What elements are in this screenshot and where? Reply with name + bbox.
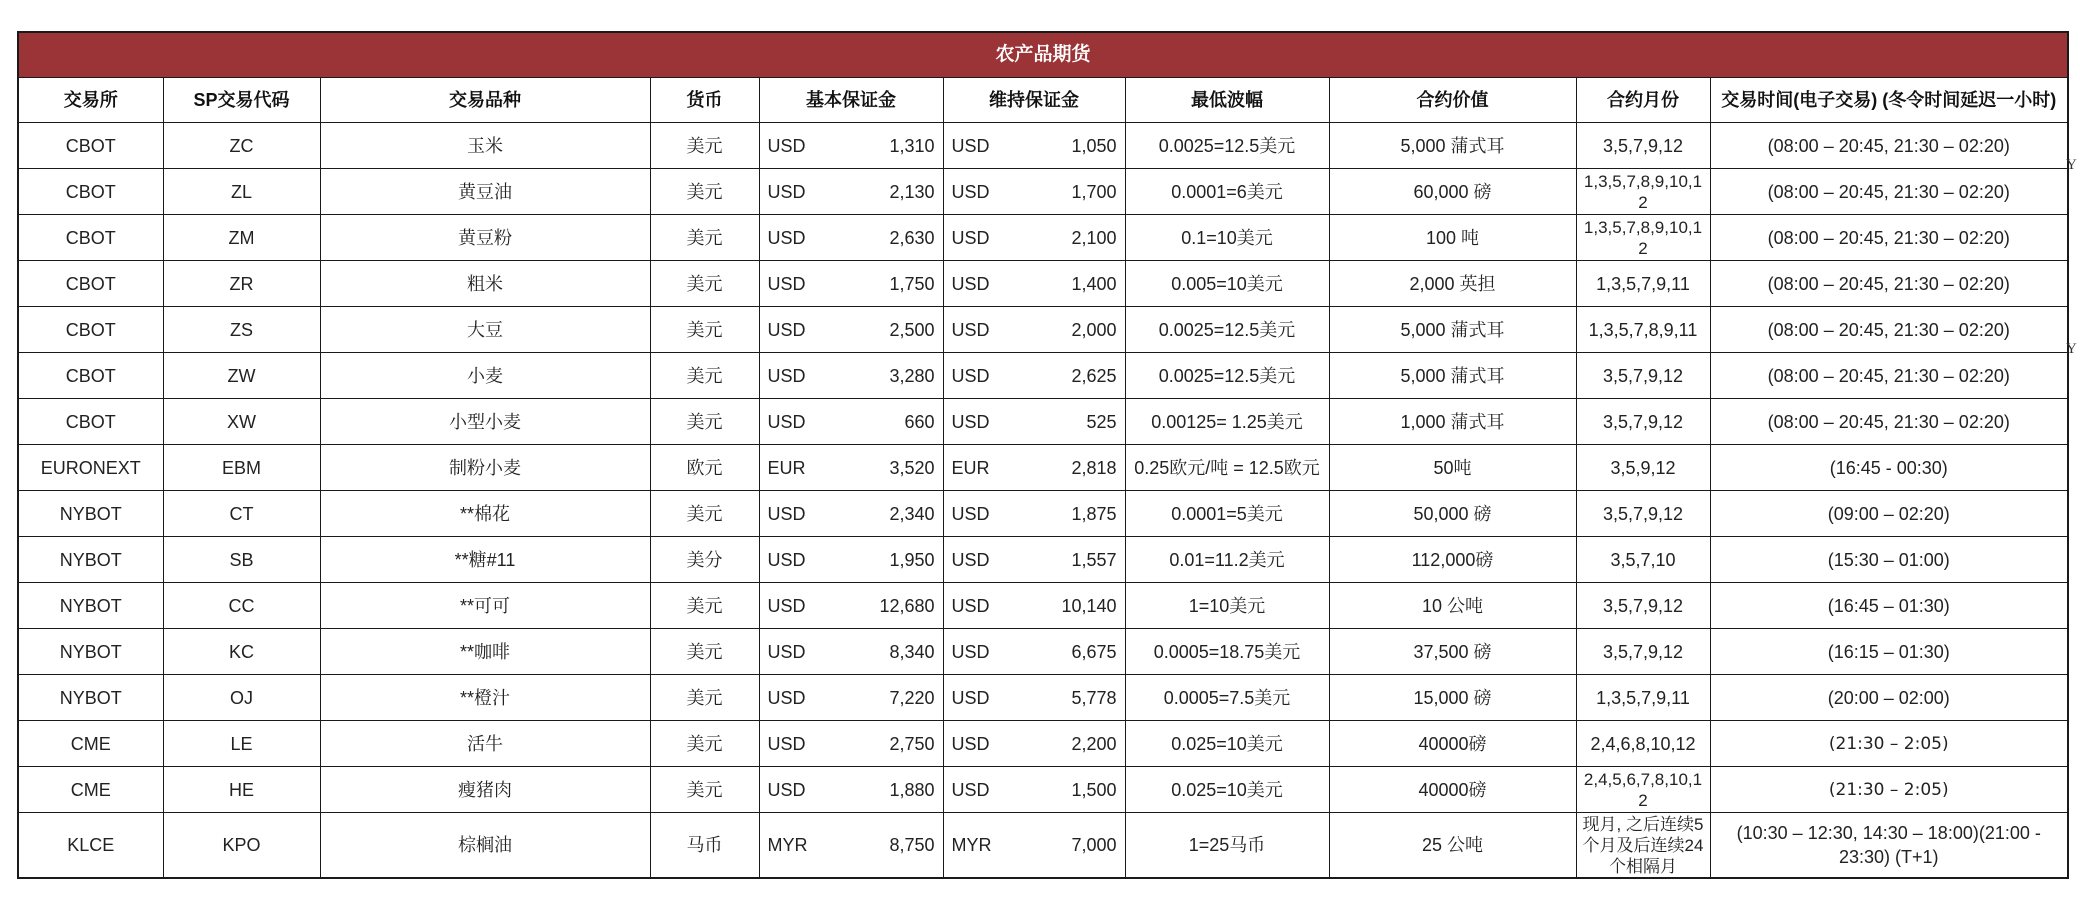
- initial-margin-cell: [759, 445, 943, 491]
- margin-amount: 12,680: [879, 595, 935, 616]
- margin-amount: 2,000: [1071, 319, 1117, 340]
- table-row: [18, 123, 2068, 169]
- tick-size-cell: 0.025=10美元: [1125, 721, 1329, 767]
- currency-code: USD: [951, 687, 990, 708]
- maintenance-margin-cell: [943, 261, 1125, 307]
- currency-cell: 美分: [650, 537, 759, 583]
- margin-amount: 2,500: [889, 319, 935, 340]
- contract-value-cell: 40000磅: [1329, 721, 1576, 767]
- initial-margin-cell: [759, 583, 943, 629]
- sp-code-cell: LE: [163, 721, 320, 767]
- margin-amount: 10,140: [1061, 595, 1117, 616]
- contract-months-cell: 3,5,7,9,12: [1576, 399, 1710, 445]
- margin-amount: 1,750: [889, 273, 935, 294]
- sp-code-cell: CT: [163, 491, 320, 537]
- currency-code: USD: [767, 687, 806, 708]
- table-row: [18, 813, 2068, 879]
- contract-months-cell: 1,3,5,7,8,9,10,12: [1576, 215, 1710, 261]
- product-cell: 活牛: [320, 721, 650, 767]
- currency-cell: 欧元: [650, 445, 759, 491]
- currency-code: MYR: [951, 835, 992, 855]
- tick-size-cell: 0.0025=12.5美元: [1125, 353, 1329, 399]
- currency-code: USD: [951, 733, 990, 754]
- initial-margin-cell: [759, 261, 943, 307]
- trading-hours-cell: (09:00 – 02:20): [1710, 491, 2068, 537]
- tick-size-cell: 0.01=11.2美元: [1125, 537, 1329, 583]
- currency-code: USD: [767, 595, 806, 616]
- margin-amount: 2,200: [1071, 733, 1117, 754]
- trading-hours-cell: (08:00 – 20:45, 21:30 – 02:20): [1710, 307, 2068, 353]
- trading-hours-cell: (21:30 – 2:05): [1710, 721, 2068, 767]
- contract-months-cell: 3,5,9,12: [1576, 445, 1710, 491]
- exchange-cell: CME: [18, 767, 163, 813]
- exchange-cell: CBOT: [18, 215, 163, 261]
- tick-size-cell: 1=10美元: [1125, 583, 1329, 629]
- currency-cell: 美元: [650, 583, 759, 629]
- currency-cell: 美元: [650, 307, 759, 353]
- contract-months-cell: 2,4,5,6,7,8,10,12: [1576, 767, 1710, 813]
- currency-code: USD: [951, 365, 990, 386]
- currency-code: USD: [767, 641, 806, 662]
- initial-margin-cell: [759, 123, 943, 169]
- header-initial-margin: 基本保证金: [759, 78, 943, 123]
- edge-mark: Y: [2066, 157, 2077, 173]
- initial-margin-cell: [759, 629, 943, 675]
- currency-code: USD: [951, 273, 990, 294]
- exchange-cell: CBOT: [18, 353, 163, 399]
- contract-value-cell: 15,000 磅: [1329, 675, 1576, 721]
- margin-amount: 3,520: [889, 457, 935, 478]
- initial-margin-cell: [759, 307, 943, 353]
- agricultural-futures-table: [17, 31, 2069, 879]
- maintenance-margin-cell: [943, 675, 1125, 721]
- product-cell: 小型小麦: [320, 399, 650, 445]
- currency-code: USD: [951, 181, 990, 202]
- currency-code: EUR: [767, 457, 806, 478]
- sp-code-cell: EBM: [163, 445, 320, 491]
- margin-amount: 1,950: [889, 549, 935, 570]
- trading-hours-cell: (15:30 – 01:00): [1710, 537, 2068, 583]
- table-row: [18, 169, 2068, 215]
- currency-code: USD: [767, 411, 806, 432]
- margin-amount: 1,700: [1071, 181, 1117, 202]
- margin-amount: 1,875: [1071, 503, 1117, 524]
- exchange-cell: NYBOT: [18, 583, 163, 629]
- contract-months-cell: 1,3,5,7,8,9,10,12: [1576, 169, 1710, 215]
- product-cell: 大豆: [320, 307, 650, 353]
- sp-code-cell: OJ: [163, 675, 320, 721]
- initial-margin-cell: [759, 491, 943, 537]
- contract-value-cell: 40000磅: [1329, 767, 1576, 813]
- trading-hours-cell: (20:00 – 02:00): [1710, 675, 2068, 721]
- product-cell: 玉米: [320, 123, 650, 169]
- table-row: [18, 675, 2068, 721]
- currency-code: USD: [767, 549, 806, 570]
- sp-code-cell: ZS: [163, 307, 320, 353]
- trading-hours-cell: (08:00 – 20:45, 21:30 – 02:20): [1710, 215, 2068, 261]
- trading-hours-cell: (16:45 - 00:30): [1710, 445, 2068, 491]
- margin-amount: 1,557: [1071, 549, 1117, 570]
- sp-code-cell: XW: [163, 399, 320, 445]
- margin-amount: 5,778: [1071, 687, 1117, 708]
- margin-amount: 8,340: [889, 641, 935, 662]
- margin-amount: 660: [904, 411, 935, 432]
- margin-amount: 3,280: [889, 365, 935, 386]
- currency-code: USD: [951, 595, 990, 616]
- exchange-cell: CME: [18, 721, 163, 767]
- header-maintenance-margin: 维持保证金: [943, 78, 1125, 123]
- table-row: [18, 583, 2068, 629]
- exchange-cell: NYBOT: [18, 675, 163, 721]
- header-trading-hours: 交易时间(电子交易) (冬令时间延迟一小时): [1710, 78, 2068, 123]
- margin-amount: 1,500: [1071, 779, 1117, 800]
- contract-value-cell: 25 公吨: [1329, 813, 1576, 879]
- margin-amount: 1,880: [889, 779, 935, 800]
- tick-size-cell: 1=25马币: [1125, 813, 1329, 879]
- sp-code-cell: HE: [163, 767, 320, 813]
- tick-size-cell: 0.0025=12.5美元: [1125, 123, 1329, 169]
- maintenance-margin-cell: [943, 537, 1125, 583]
- tick-size-cell: 0.0001=6美元: [1125, 169, 1329, 215]
- currency-cell: 美元: [650, 767, 759, 813]
- product-cell: **咖啡: [320, 629, 650, 675]
- trading-hours-cell: (08:00 – 20:45, 21:30 – 02:20): [1710, 261, 2068, 307]
- currency-code: USD: [951, 779, 990, 800]
- sp-code-cell: KPO: [163, 813, 320, 879]
- currency-code: USD: [951, 641, 990, 662]
- header-contract-months: 合约月份: [1576, 78, 1710, 123]
- table-row: [18, 491, 2068, 537]
- maintenance-margin-cell: [943, 399, 1125, 445]
- currency-code: USD: [767, 135, 806, 156]
- tick-size-cell: 0.0001=5美元: [1125, 491, 1329, 537]
- currency-code: USD: [767, 779, 806, 800]
- currency-cell: 美元: [650, 399, 759, 445]
- currency-code: USD: [951, 549, 990, 570]
- exchange-cell: CBOT: [18, 261, 163, 307]
- maintenance-margin-cell: [943, 215, 1125, 261]
- table-row: [18, 629, 2068, 675]
- initial-margin-cell: [759, 675, 943, 721]
- initial-margin-cell: [759, 537, 943, 583]
- initial-margin-cell: [759, 399, 943, 445]
- contract-months-cell: 3,5,7,9,12: [1576, 123, 1710, 169]
- currency-code: USD: [767, 227, 806, 248]
- contract-months-cell: 3,5,7,10: [1576, 537, 1710, 583]
- exchange-cell: CBOT: [18, 169, 163, 215]
- tick-size-cell: 0.25欧元/吨 = 12.5欧元: [1125, 445, 1329, 491]
- margin-amount: 2,130: [889, 181, 935, 202]
- contract-months-cell: 3,5,7,9,12: [1576, 583, 1710, 629]
- contract-months-cell: 1,3,5,7,8,9,11: [1576, 307, 1710, 353]
- contract-value-cell: 50吨: [1329, 445, 1576, 491]
- header-row: [18, 78, 2068, 123]
- currency-code: USD: [951, 319, 990, 340]
- tick-size-cell: 0.1=10美元: [1125, 215, 1329, 261]
- trading-hours-cell: (10:30 – 12:30, 14:30 – 18:00)(21:00 - 23:30) (T+1): [1710, 813, 2068, 879]
- table-row: [18, 767, 2068, 813]
- sp-code-cell: ZL: [163, 169, 320, 215]
- header-exchange: 交易所: [18, 78, 163, 123]
- contract-value-cell: 10 公吨: [1329, 583, 1576, 629]
- sp-code-cell: CC: [163, 583, 320, 629]
- currency-cell: 美元: [650, 629, 759, 675]
- edge-mark: Y: [2066, 341, 2077, 357]
- product-cell: **棉花: [320, 491, 650, 537]
- contract-value-cell: 5,000 蒲式耳: [1329, 353, 1576, 399]
- contract-months-cell: 1,3,5,7,9,11: [1576, 261, 1710, 307]
- margin-amount: 7,220: [889, 687, 935, 708]
- currency-code: USD: [767, 273, 806, 294]
- sp-code-cell: ZC: [163, 123, 320, 169]
- exchange-cell: KLCE: [18, 813, 163, 879]
- contract-value-cell: 5,000 蒲式耳: [1329, 123, 1576, 169]
- product-cell: 黄豆油: [320, 169, 650, 215]
- currency-cell: 美元: [650, 261, 759, 307]
- currency-code: USD: [767, 181, 806, 202]
- header-contract-value: 合约价值: [1329, 78, 1576, 123]
- currency-code: USD: [951, 411, 990, 432]
- maintenance-margin-cell: [943, 583, 1125, 629]
- sp-code-cell: ZR: [163, 261, 320, 307]
- contract-months-cell: 3,5,7,9,12: [1576, 629, 1710, 675]
- initial-margin-cell: [759, 721, 943, 767]
- product-cell: 黄豆粉: [320, 215, 650, 261]
- contract-value-cell: 100 吨: [1329, 215, 1576, 261]
- maintenance-margin-cell: [943, 721, 1125, 767]
- exchange-cell: CBOT: [18, 123, 163, 169]
- margin-amount: 6,675: [1071, 641, 1117, 662]
- header-sp-code: SP交易代码: [163, 78, 320, 123]
- currency-code: MYR: [767, 835, 808, 855]
- contract-value-cell: 50,000 磅: [1329, 491, 1576, 537]
- table-row: [18, 215, 2068, 261]
- margin-amount: 2,100: [1071, 227, 1117, 248]
- exchange-cell: NYBOT: [18, 629, 163, 675]
- product-cell: **糖#11: [320, 537, 650, 583]
- contract-months-cell: 3,5,7,9,12: [1576, 353, 1710, 399]
- currency-cell: 美元: [650, 721, 759, 767]
- margin-amount: 7,000: [1071, 835, 1117, 855]
- table-row: [18, 353, 2068, 399]
- trading-hours-cell: (08:00 – 20:45, 21:30 – 02:20): [1710, 123, 2068, 169]
- tick-size-cell: 0.005=10美元: [1125, 261, 1329, 307]
- margin-amount: 2,340: [889, 503, 935, 524]
- currency-cell: 美元: [650, 353, 759, 399]
- trading-hours-cell: (21:30 – 2:05): [1710, 767, 2068, 813]
- contract-months-cell: 3,5,7,9,12: [1576, 491, 1710, 537]
- currency-cell: 美元: [650, 215, 759, 261]
- sp-code-cell: ZW: [163, 353, 320, 399]
- currency-code: EUR: [951, 457, 990, 478]
- maintenance-margin-cell: [943, 491, 1125, 537]
- trading-hours-cell: (16:15 – 01:30): [1710, 629, 2068, 675]
- product-cell: 粗米: [320, 261, 650, 307]
- tick-size-cell: 0.0005=18.75美元: [1125, 629, 1329, 675]
- margin-amount: 1,400: [1071, 273, 1117, 294]
- header-currency: 货币: [650, 78, 759, 123]
- exchange-cell: NYBOT: [18, 491, 163, 537]
- contract-value-cell: 1,000 蒲式耳: [1329, 399, 1576, 445]
- maintenance-margin-cell: [943, 629, 1125, 675]
- currency-cell: 美元: [650, 169, 759, 215]
- table-row: [18, 307, 2068, 353]
- margin-amount: 2,750: [889, 733, 935, 754]
- currency-code: USD: [767, 733, 806, 754]
- exchange-cell: NYBOT: [18, 537, 163, 583]
- contract-value-cell: 112,000磅: [1329, 537, 1576, 583]
- currency-code: USD: [767, 503, 806, 524]
- initial-margin-cell: [759, 169, 943, 215]
- margin-amount: 525: [1086, 411, 1117, 432]
- trading-hours-cell: (08:00 – 20:45, 21:30 – 02:20): [1710, 169, 2068, 215]
- currency-code: USD: [951, 227, 990, 248]
- sp-code-cell: SB: [163, 537, 320, 583]
- margin-amount: 1,050: [1071, 135, 1117, 156]
- currency-cell: 美元: [650, 675, 759, 721]
- margin-amount: 2,625: [1071, 365, 1117, 386]
- contract-months-cell: 现月, 之后连续5个月及后连续24个相隔月: [1576, 813, 1710, 879]
- tick-size-cell: 0.0005=7.5美元: [1125, 675, 1329, 721]
- contract-months-cell: 1,3,5,7,9,11: [1576, 675, 1710, 721]
- maintenance-margin-cell: [943, 123, 1125, 169]
- exchange-cell: CBOT: [18, 307, 163, 353]
- product-cell: **橙汁: [320, 675, 650, 721]
- table-body: [18, 123, 2068, 879]
- exchange-cell: EURONEXT: [18, 445, 163, 491]
- margin-amount: 8,750: [889, 835, 935, 855]
- trading-hours-cell: (16:45 – 01:30): [1710, 583, 2068, 629]
- currency-cell: 马币: [650, 813, 759, 879]
- margin-amount: 1,310: [889, 135, 935, 156]
- futures-table-container: [17, 31, 2067, 879]
- tick-size-cell: 0.025=10美元: [1125, 767, 1329, 813]
- table-title: 农产品期货: [18, 32, 2068, 78]
- contract-value-cell: 60,000 磅: [1329, 169, 1576, 215]
- initial-margin-cell: [759, 215, 943, 261]
- sp-code-cell: ZM: [163, 215, 320, 261]
- margin-amount: 2,818: [1071, 457, 1117, 478]
- table-row: [18, 261, 2068, 307]
- product-cell: **可可: [320, 583, 650, 629]
- sp-code-cell: KC: [163, 629, 320, 675]
- contract-value-cell: 5,000 蒲式耳: [1329, 307, 1576, 353]
- maintenance-margin-cell: [943, 813, 1125, 879]
- maintenance-margin-cell: [943, 169, 1125, 215]
- initial-margin-cell: [759, 353, 943, 399]
- table-row: [18, 399, 2068, 445]
- trading-hours-cell: (08:00 – 20:45, 21:30 – 02:20): [1710, 353, 2068, 399]
- maintenance-margin-cell: [943, 445, 1125, 491]
- contract-value-cell: 37,500 磅: [1329, 629, 1576, 675]
- table-row: [18, 445, 2068, 491]
- product-cell: 制粉小麦: [320, 445, 650, 491]
- product-cell: 瘦猪肉: [320, 767, 650, 813]
- currency-code: USD: [951, 135, 990, 156]
- trading-hours-cell: (08:00 – 20:45, 21:30 – 02:20): [1710, 399, 2068, 445]
- contract-months-cell: 2,4,6,8,10,12: [1576, 721, 1710, 767]
- table-row: [18, 721, 2068, 767]
- currency-cell: 美元: [650, 123, 759, 169]
- currency-code: USD: [767, 365, 806, 386]
- maintenance-margin-cell: [943, 353, 1125, 399]
- margin-amount: 2,630: [889, 227, 935, 248]
- product-cell: 小麦: [320, 353, 650, 399]
- maintenance-margin-cell: [943, 307, 1125, 353]
- header-tick-size: 最低波幅: [1125, 78, 1329, 123]
- table-row: [18, 537, 2068, 583]
- tick-size-cell: 0.00125= 1.25美元: [1125, 399, 1329, 445]
- maintenance-margin-cell: [943, 767, 1125, 813]
- product-cell: 棕榈油: [320, 813, 650, 879]
- initial-margin-cell: [759, 767, 943, 813]
- initial-margin-cell: [759, 813, 943, 879]
- currency-code: USD: [767, 319, 806, 340]
- currency-code: USD: [951, 503, 990, 524]
- exchange-cell: CBOT: [18, 399, 163, 445]
- header-product: 交易品种: [320, 78, 650, 123]
- contract-value-cell: 2,000 英担: [1329, 261, 1576, 307]
- currency-cell: 美元: [650, 491, 759, 537]
- tick-size-cell: 0.0025=12.5美元: [1125, 307, 1329, 353]
